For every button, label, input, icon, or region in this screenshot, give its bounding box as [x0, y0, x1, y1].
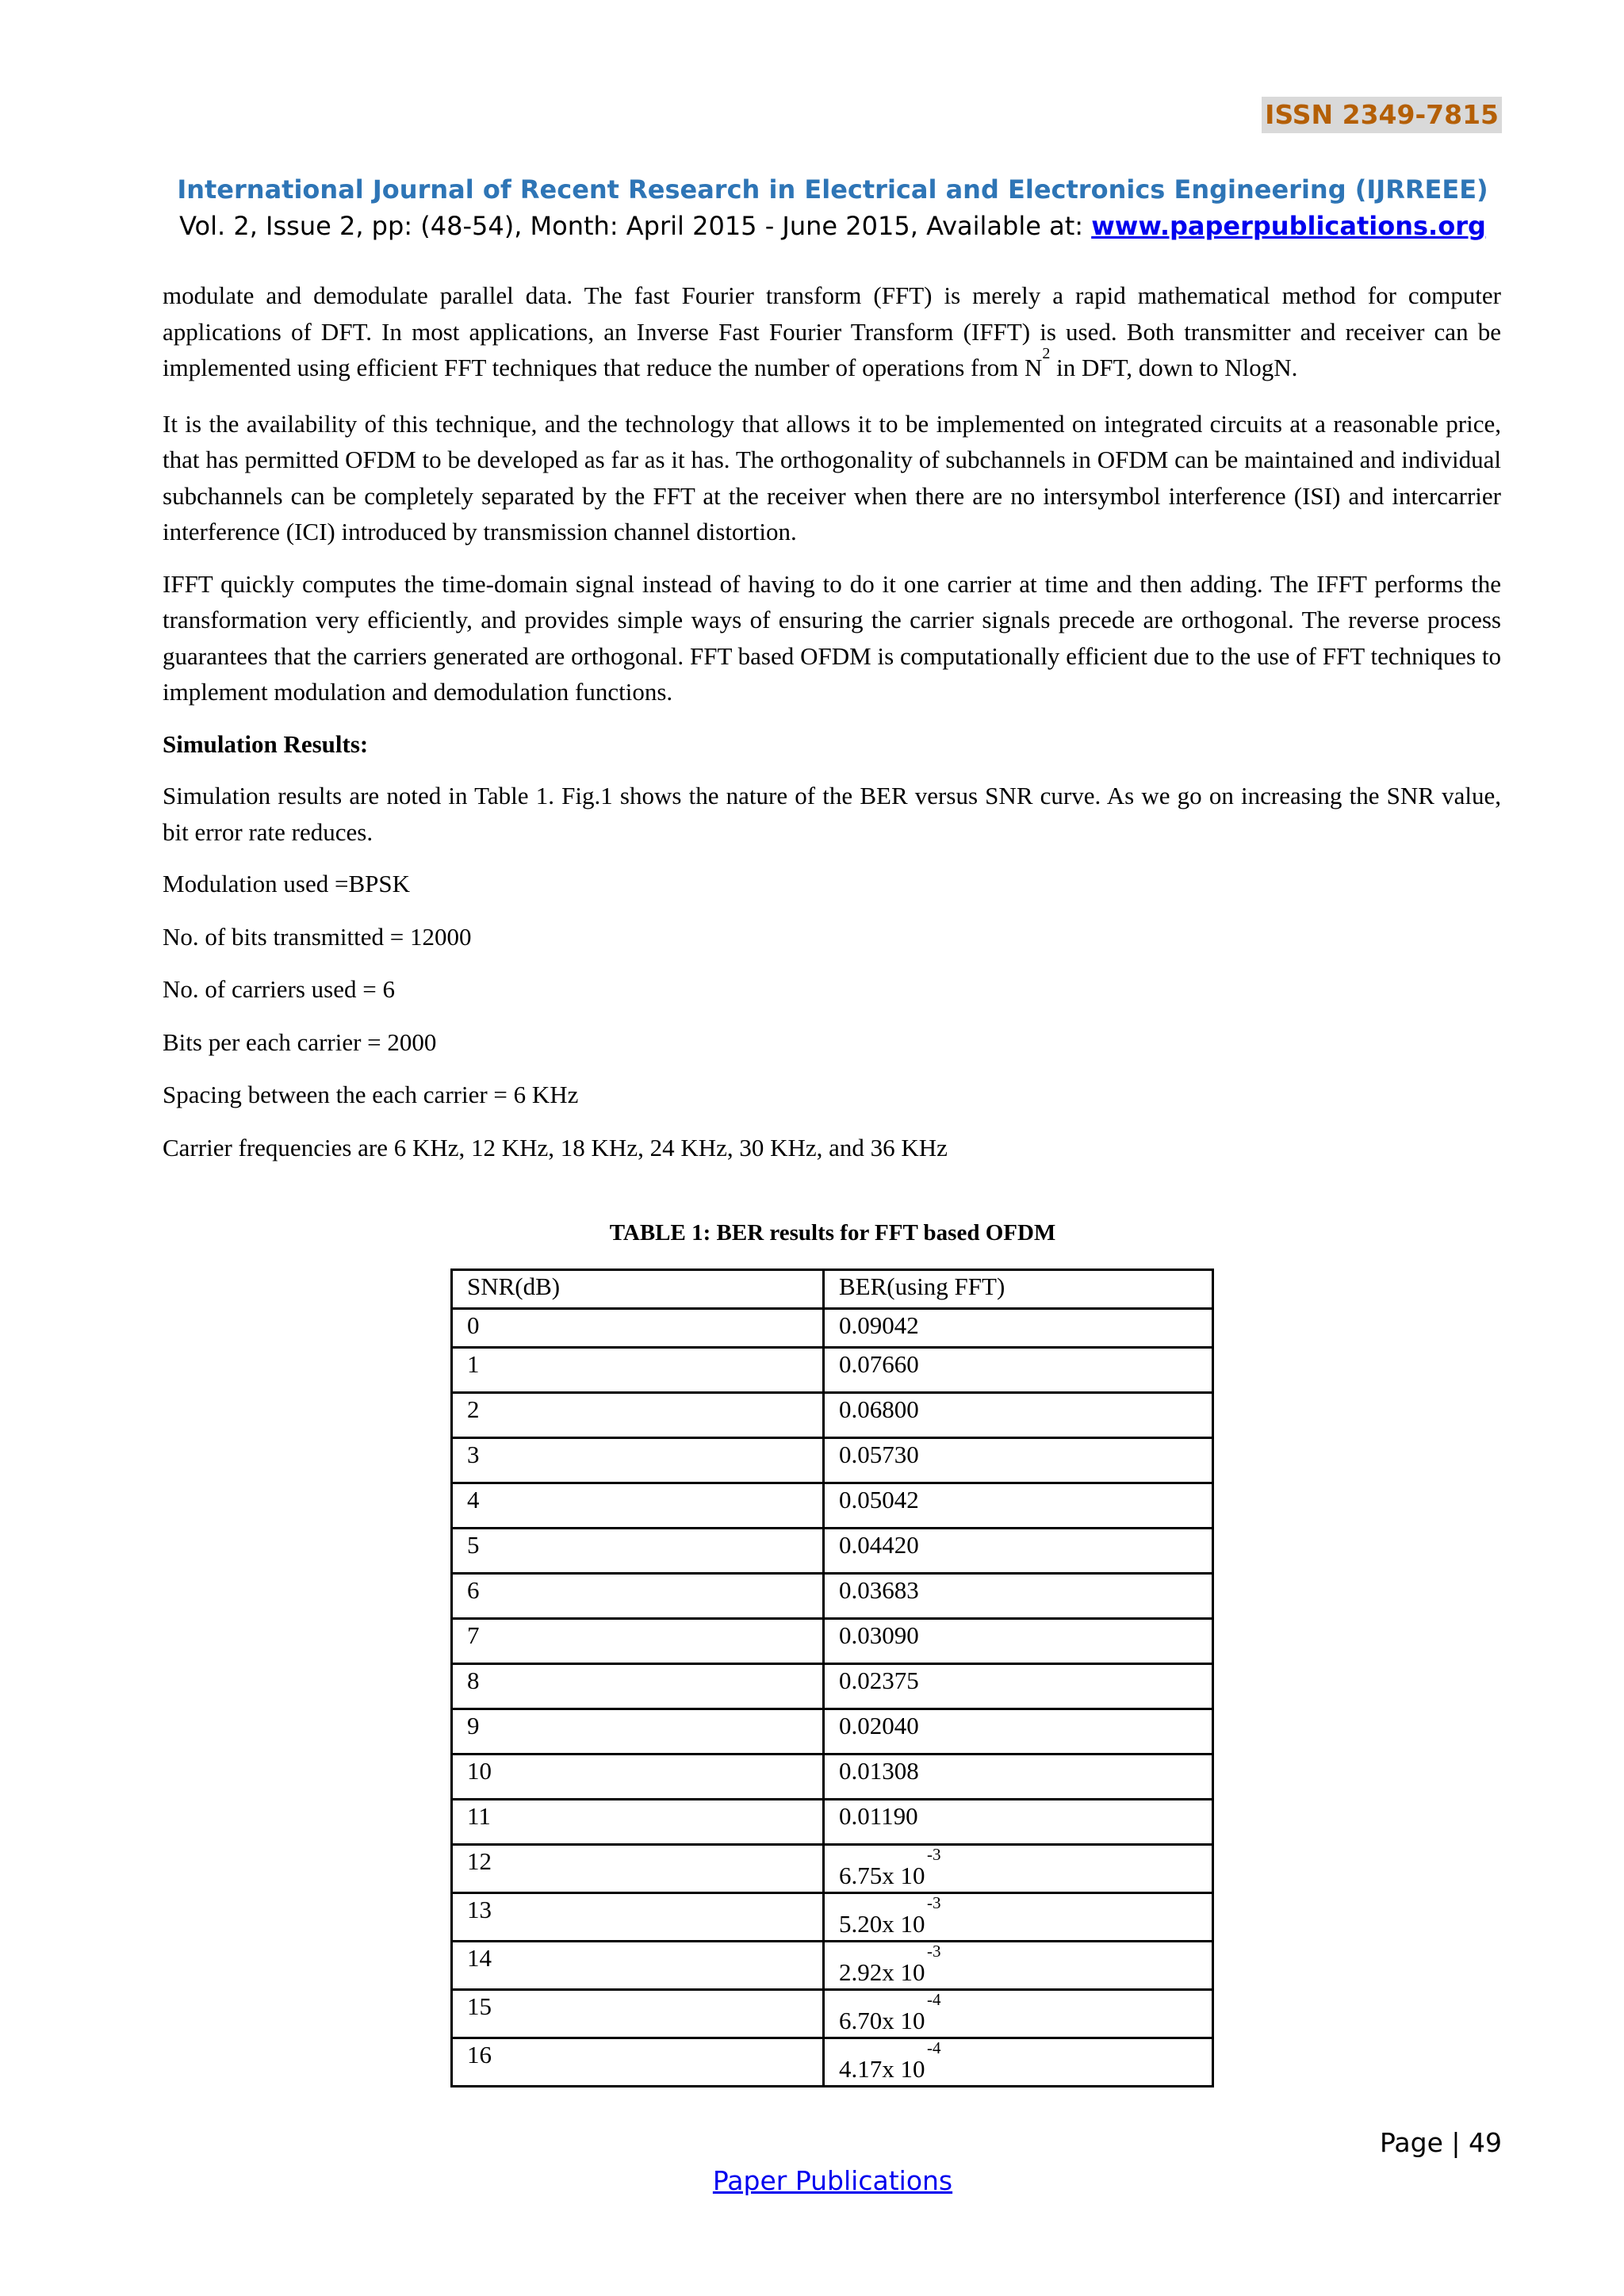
page-number: Page | 49	[1380, 2127, 1502, 2158]
table-row	[452, 1845, 1213, 1893]
ber-cell: 0.02040	[824, 1709, 1213, 1755]
snr-cell: 15	[452, 1990, 824, 2038]
table-row	[452, 1893, 1213, 1942]
snr-cell: 8	[452, 1664, 824, 1709]
table-row	[452, 1574, 1213, 1619]
ber-cell: 0.05730	[824, 1438, 1213, 1483]
publisher-link[interactable]: Paper Publications	[712, 2165, 953, 2196]
snr-cell: 16	[452, 2038, 824, 2087]
ber-exponent: -3	[927, 1893, 941, 1912]
ber-cell: 0.09042	[824, 1309, 1213, 1348]
header-ber: BER(using FFT)	[824, 1270, 1213, 1309]
param-bits-per-carrier: Bits per each carrier = 2000	[163, 1027, 437, 1056]
ber-value-scientific	[839, 1893, 941, 1940]
snr-cell: 6	[452, 1574, 824, 1619]
param-carriers-used: No. of carriers used = 6	[163, 975, 395, 1003]
ber-cell: 0.06800	[824, 1393, 1213, 1438]
param-modulation: Modulation used =BPSK	[163, 870, 411, 897]
ber-value-scientific	[839, 1845, 941, 1892]
ber-cell: 0.04420	[824, 1529, 1213, 1574]
journal-website-link[interactable]: www.paperpublications.org	[1091, 211, 1486, 241]
table-row	[452, 1990, 1213, 2038]
table-row	[452, 1619, 1213, 1664]
snr-cell: 5	[452, 1529, 824, 1574]
footer	[0, 2164, 1624, 2198]
paragraph-fft-tail: in DFT, down to NlogN.	[1050, 354, 1298, 381]
snr-cell: 12	[452, 1845, 824, 1893]
paragraph-simulation: Simulation results are noted in Table 1. Fig.1 shows the nature of the BER versus SNR curve. As we go on increasing the SNR value, bit error rate reduces.	[163, 782, 1501, 846]
table-row	[452, 1755, 1213, 1800]
ber-cell	[824, 1845, 1213, 1893]
table-row	[452, 1438, 1213, 1483]
ber-cell	[824, 1990, 1213, 2038]
ber-cell: 0.07660	[824, 1348, 1213, 1393]
ber-value-scientific	[839, 1990, 941, 2037]
snr-cell: 10	[452, 1755, 824, 1800]
table-row	[452, 1483, 1213, 1529]
table-row	[452, 1942, 1213, 1990]
ber-mantissa: 6.75x 10	[839, 1862, 925, 1889]
table-row	[452, 1309, 1213, 1348]
ber-cell	[824, 1893, 1213, 1942]
ber-cell: 0.03683	[824, 1574, 1213, 1619]
ber-exponent: -4	[927, 2038, 941, 2057]
table-row	[452, 1664, 1213, 1709]
issn-label: ISSN 2349-7815	[1262, 97, 1502, 133]
ber-results-table	[450, 1269, 1214, 2087]
paragraph-ifft: IFFT quickly computes the time-domain signal instead of having to do it one carrier at time and then adding. The IFFT performs the transformation very efficiently, and provides simple ways of ensuring the carrier signals precede are orthogonal. The reverse process guarantees that the carriers generated are orthogonal. FFT based OFDM is computationally efficient due to the use of FFT techniques to implement modulation and demodulation functions.	[163, 569, 1501, 706]
paragraph-fft	[163, 277, 1501, 390]
table-row	[452, 1393, 1213, 1438]
snr-cell: 13	[452, 1893, 824, 1942]
ber-value-scientific	[839, 1942, 941, 1988]
superscript-two: 2	[1042, 345, 1051, 362]
table-caption: TABLE 1: BER results for FFT based OFDM	[609, 1220, 1056, 1246]
table-row	[452, 1709, 1213, 1755]
table-header-row	[452, 1270, 1213, 1309]
snr-cell: 7	[452, 1619, 824, 1664]
ber-mantissa: 5.20x 10	[839, 1910, 925, 1938]
ber-cell: 0.01190	[824, 1800, 1213, 1845]
ber-mantissa: 4.17x 10	[839, 2055, 925, 2083]
param-carrier-frequencies: Carrier frequencies are 6 KHz, 12 KHz, 18 KHz, 24 KHz, 30 KHz, and 36 KHz	[163, 1133, 948, 1161]
table-row	[452, 2038, 1213, 2087]
param-carrier-spacing: Spacing between the each carrier = 6 KHz	[163, 1081, 579, 1108]
ber-cell: 0.02375	[824, 1664, 1213, 1709]
table-row	[452, 1800, 1213, 1845]
snr-cell: 1	[452, 1348, 824, 1393]
section-heading-simulation: Simulation Results:	[163, 729, 369, 758]
ber-exponent: -3	[927, 1942, 941, 1961]
snr-cell: 9	[452, 1709, 824, 1755]
snr-cell: 11	[452, 1800, 824, 1845]
snr-cell: 14	[452, 1942, 824, 1990]
snr-cell: 4	[452, 1483, 824, 1529]
snr-cell: 2	[452, 1393, 824, 1438]
ber-cell	[824, 1942, 1213, 1990]
table-row	[452, 1348, 1213, 1393]
journal-info-text: Vol. 2, Issue 2, pp: (48-54), Month: April 2015 - June 2015, Available at:	[179, 211, 1092, 241]
ber-mantissa: 2.92x 10	[839, 1958, 925, 1986]
ber-mantissa: 6.70x 10	[839, 2007, 925, 2034]
ber-value-scientific	[839, 2038, 941, 2085]
ber-cell: 0.03090	[824, 1619, 1213, 1664]
journal-title: International Journal of Recent Research in Electrical and Electronics Engineering (IJRREEE)	[177, 174, 1488, 205]
article-body	[163, 277, 1501, 1182]
snr-cell: 0	[452, 1309, 824, 1348]
table-row	[452, 1529, 1213, 1574]
header-snr: SNR(dB)	[452, 1270, 824, 1309]
ber-cell: 0.01308	[824, 1755, 1213, 1800]
ber-exponent: -4	[927, 1990, 941, 2009]
ber-cell	[824, 2038, 1213, 2087]
paragraph-availability: It is the availability of this technique, and the technology that allows it to be implemented on integrated circuits at a reasonable price, that has permitted OFDM to be developed as far as it has. The orthogonality of subchannels in OFDM can be maintained and individual subchannels can be completely separated by the FFT at the receiver when there are no intersymbol interference (ISI) and intercarrier interference (ICI) introduced by transmission channel distortion.	[163, 409, 1501, 545]
journal-info	[0, 209, 1624, 243]
snr-cell: 3	[452, 1438, 824, 1483]
ber-cell: 0.05042	[824, 1483, 1213, 1529]
paragraph-fft-text: modulate and demodulate parallel data. The fast Fourier transform (FFT) is merely a rapid mathematical method for computer applications of DFT. In most applications, an Inverse Fast Fourier Transform (IFFT) is used. Both transmitter and receiver can be implemented using efficient FFT techniques that reduce the number of operations from N	[163, 281, 1501, 381]
param-bits-transmitted: No. of bits transmitted = 12000	[163, 922, 472, 951]
ber-exponent: -3	[927, 1845, 941, 1864]
